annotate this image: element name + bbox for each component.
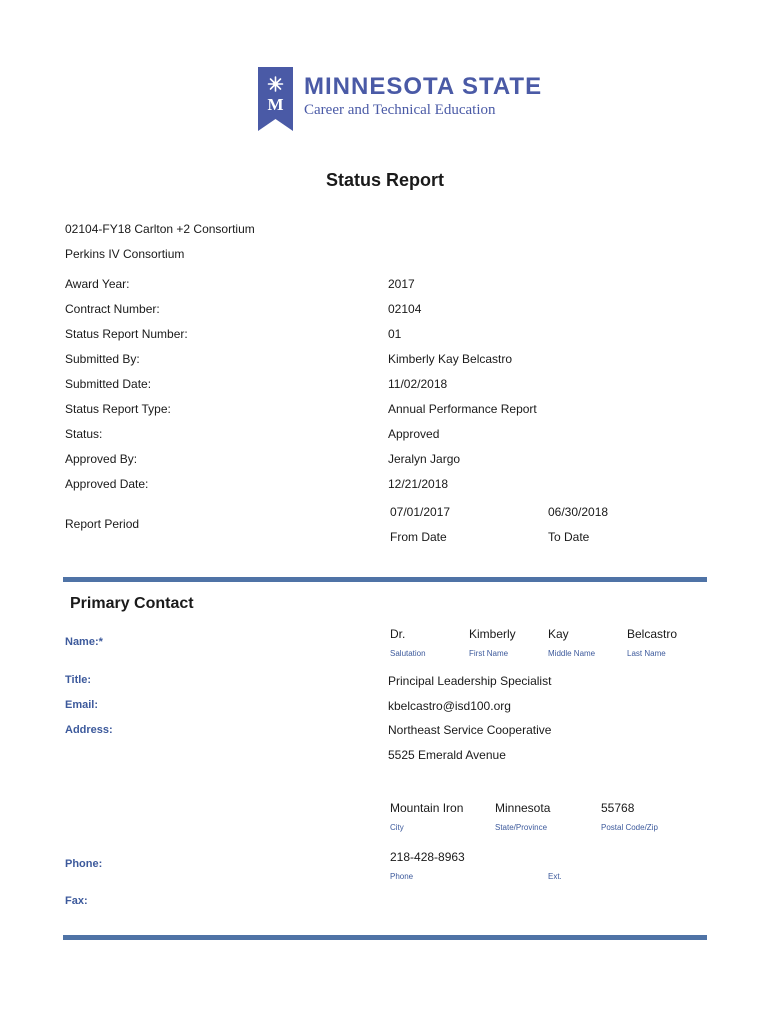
status-report-type-label: Status Report Type: — [65, 402, 171, 416]
zip-value: 55768 — [601, 801, 635, 815]
submitted-date-value: 11/02/2018 — [388, 377, 448, 391]
section-divider-top — [63, 577, 707, 582]
status-label: Status: — [65, 427, 103, 441]
submitted-by-label: Submitted By: — [65, 352, 140, 366]
submitted-date-label: Submitted Date: — [65, 377, 152, 391]
report-period-label: Report Period — [65, 517, 140, 531]
section-divider-bottom — [63, 935, 707, 940]
award-year-label: Award Year: — [65, 277, 130, 291]
first-name-label: First Name — [469, 649, 509, 658]
first-name-value: Kimberly — [469, 627, 516, 641]
status-report-number-value: 01 — [388, 327, 402, 341]
approved-date-value: 12/21/2018 — [388, 477, 449, 491]
minnesota-state-logo-icon — [258, 67, 293, 131]
last-name-value: Belcastro — [627, 627, 678, 641]
title-value: Principal Leadership Specialist — [388, 674, 552, 688]
approved-by-label: Approved By: — [65, 452, 138, 466]
zip-label: Postal Code/Zip — [601, 823, 658, 832]
primary-contact-heading: Primary Contact — [70, 595, 194, 612]
submitted-by-value: Kimberly Kay Belcastro — [388, 352, 513, 366]
state-value: Minnesota — [495, 801, 551, 815]
award-year-value: 2017 — [388, 277, 415, 291]
page-title: Status Report — [325, 170, 444, 190]
address-label: Address: — [65, 724, 113, 736]
status-report-number-label: Status Report Number: — [65, 327, 188, 341]
phone-label: Phone: — [65, 858, 103, 870]
salutation-value: Dr. — [390, 627, 406, 641]
middle-name-label: Middle Name — [548, 649, 596, 658]
email-label: Email: — [65, 699, 99, 711]
logo-subtitle: Career and Technical Education — [304, 102, 496, 118]
from-date-value: 07/01/2017 — [390, 505, 451, 519]
contract-number-value: 02104 — [388, 302, 422, 316]
address-line2: 5525 Emerald Avenue — [388, 748, 506, 762]
phone-value: 218-428-8963 — [390, 850, 465, 864]
middle-name-value: Kay — [548, 627, 569, 641]
from-date-label: From Date — [390, 530, 447, 544]
status-report-type-value: Annual Performance Report — [388, 402, 537, 416]
ext-label: Ext. — [548, 872, 562, 881]
email-value: kbelcastro@isd100.org — [388, 699, 511, 713]
city-value: Mountain Iron — [390, 801, 464, 815]
svg-text:M: M — [267, 95, 284, 114]
state-label: State/Province — [495, 823, 548, 832]
consortium-name: 02104-FY18 Carlton +2 Consortium — [65, 222, 255, 236]
logo-name: MINNESOTA STATE — [304, 73, 543, 100]
address-line1: Northeast Service Cooperative — [388, 723, 552, 737]
city-label: City — [390, 823, 404, 832]
consortium-type: Perkins IV Consortium — [65, 247, 185, 261]
approved-by-value: Jeralyn Jargo — [388, 452, 461, 466]
name-label: Name:* — [65, 636, 103, 648]
status-value: Approved — [388, 427, 440, 441]
title-label: Title: — [65, 674, 92, 686]
phone-sub-label: Phone — [390, 872, 414, 881]
last-name-label: Last Name — [627, 649, 666, 658]
salutation-label: Salutation — [390, 649, 426, 658]
to-date-value: 06/30/2018 — [548, 505, 609, 519]
to-date-label: To Date — [548, 530, 590, 544]
contract-number-label: Contract Number: — [65, 302, 160, 316]
fax-label: Fax: — [65, 895, 88, 907]
approved-date-label: Approved Date: — [65, 477, 149, 491]
